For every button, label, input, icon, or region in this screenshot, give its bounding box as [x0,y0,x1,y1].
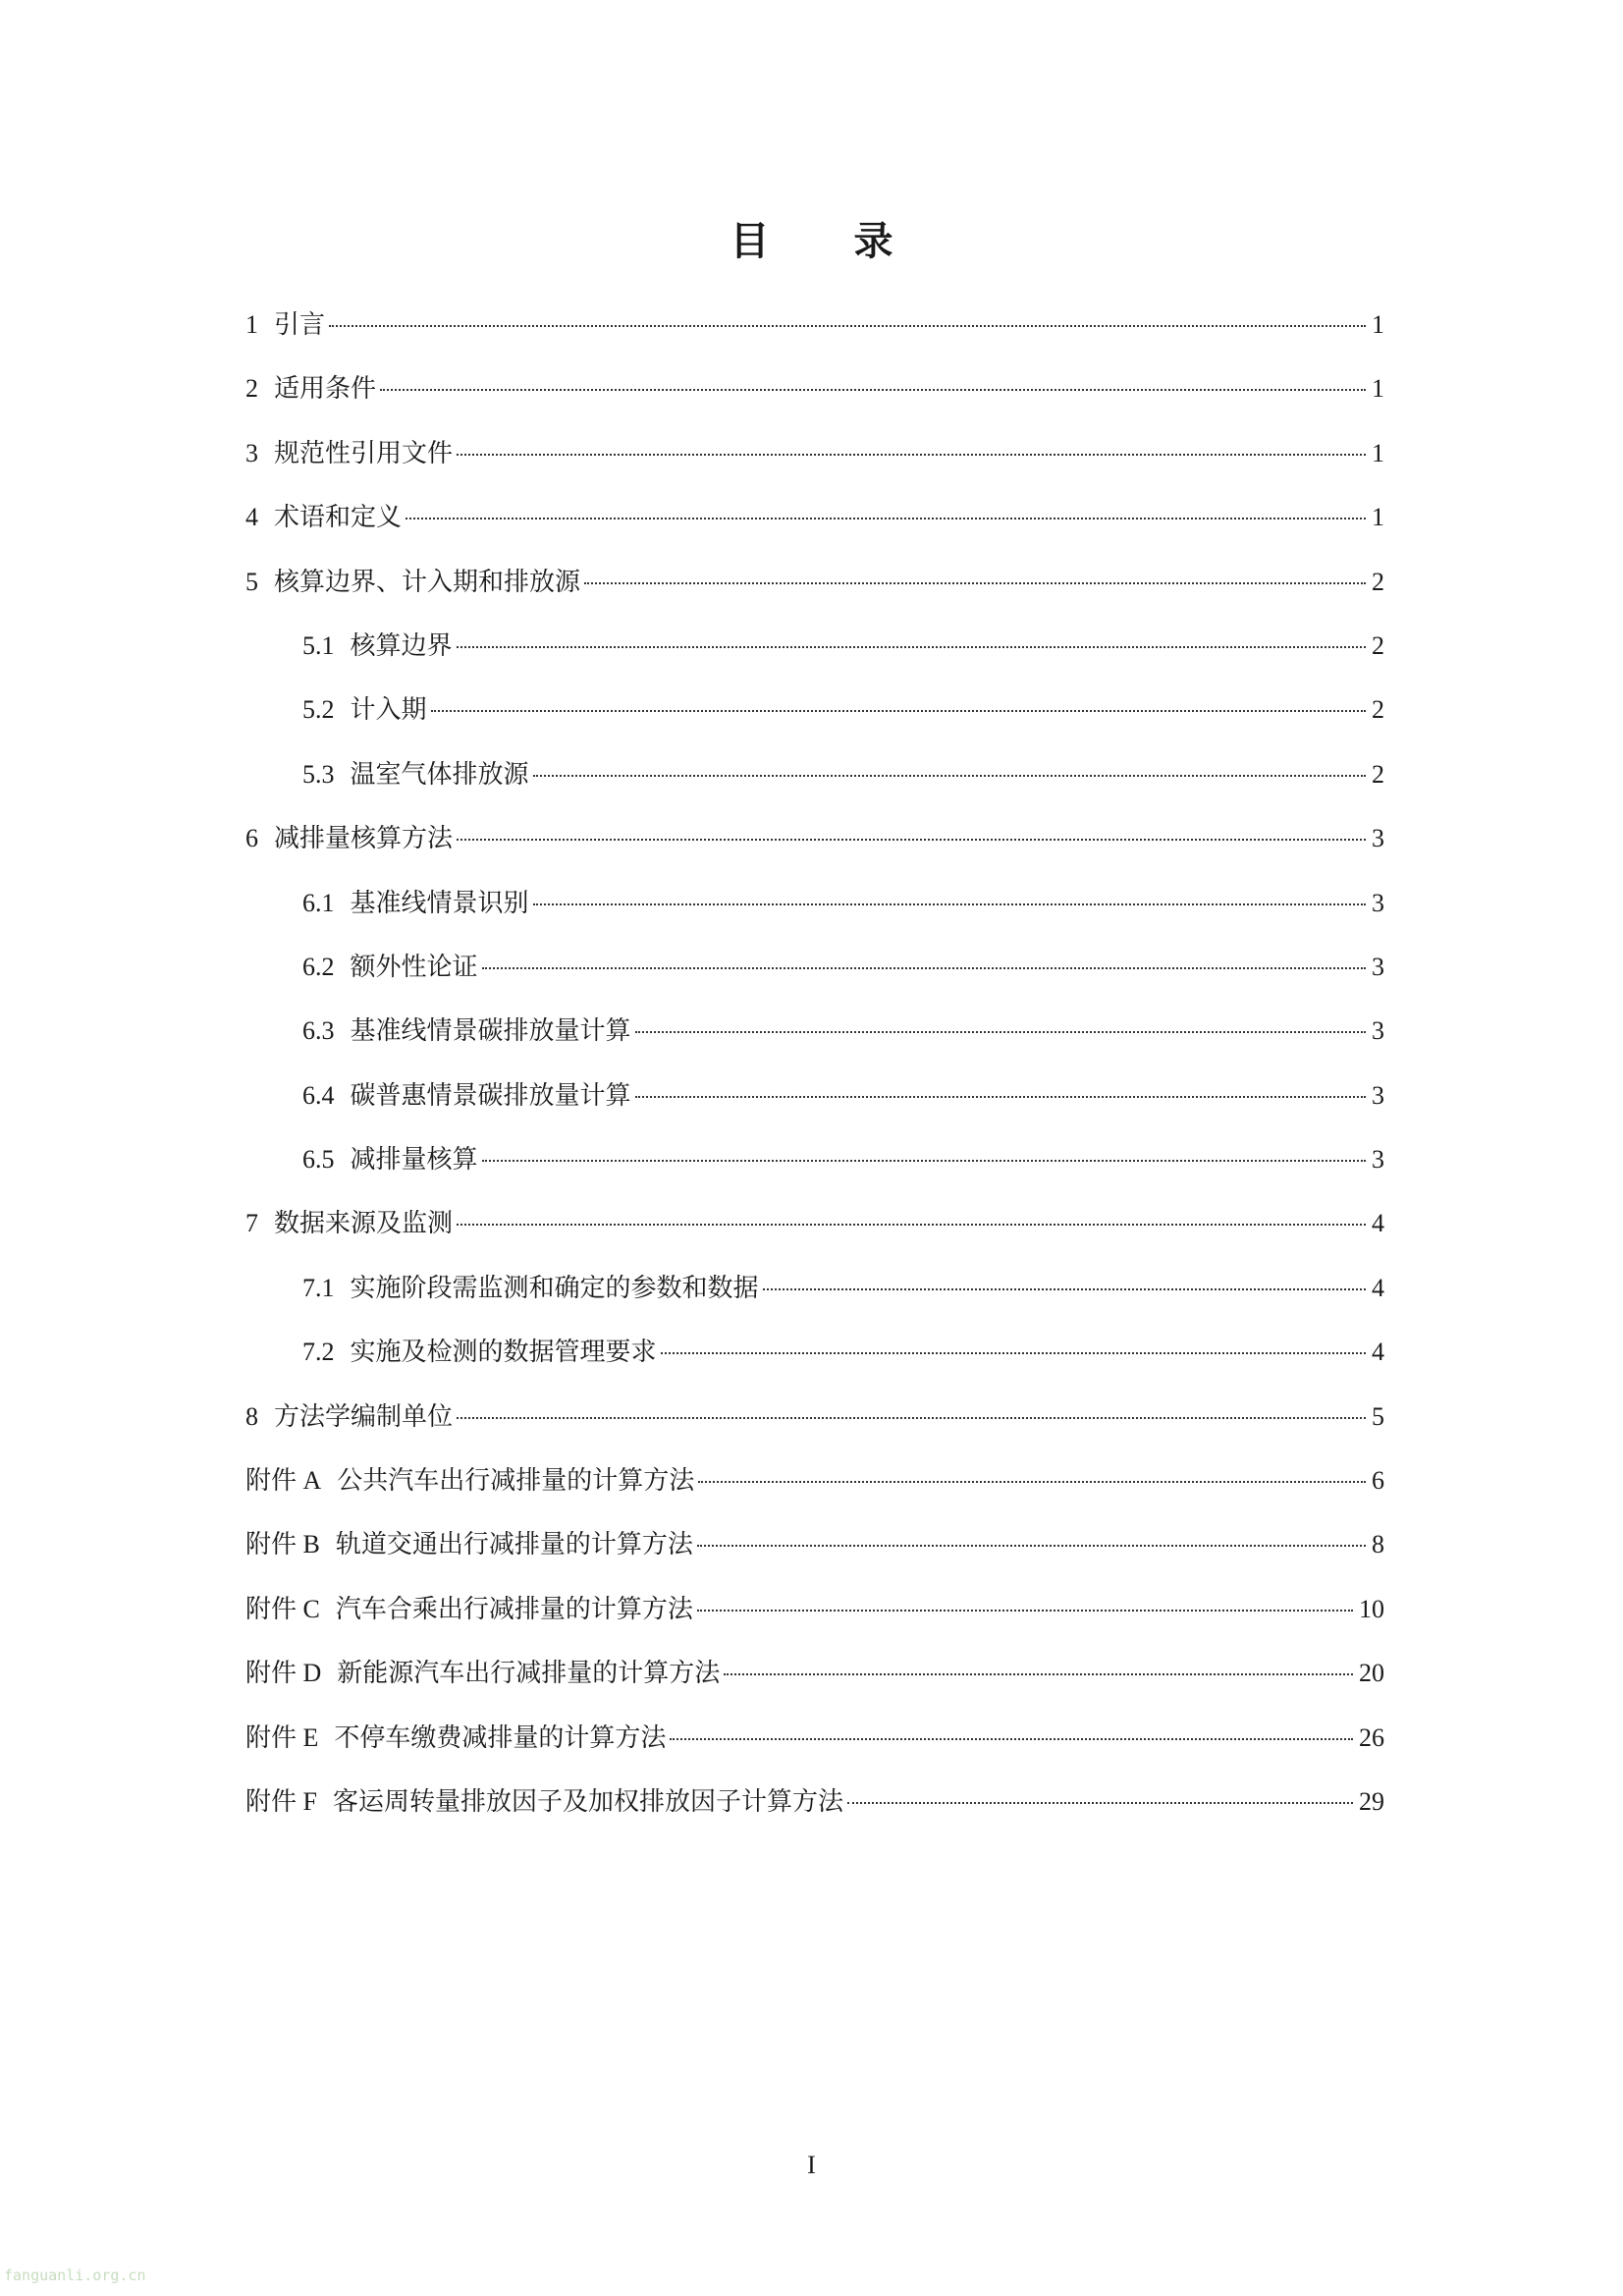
toc-entry-label: 实施阶段需监测和确定的参数和数据 [350,1273,759,1303]
dot-leader [482,967,1366,969]
toc-entry-page: 1 [1372,438,1384,467]
toc-entry-number: 附件 F [245,1786,317,1816]
toc-entry-page: 1 [1372,503,1384,532]
dot-leader [724,1673,1353,1675]
toc-entry[interactable] [245,935,1384,999]
toc-entry-label: 温室气体排放源 [350,759,529,790]
toc-entry[interactable] [245,678,1384,741]
dot-leader [457,1224,1366,1226]
toc-entry-number: 6 [245,824,258,853]
toc-entry[interactable] [245,999,1384,1063]
dot-leader [457,454,1366,456]
toc-entry-number: 8 [245,1401,258,1431]
toc-entry[interactable] [245,1577,1384,1641]
toc-entry-label: 碳普惠情景碳排放量计算 [350,1080,631,1111]
dot-leader [698,1481,1366,1483]
toc-entry[interactable] [245,1385,1384,1449]
dot-leader [482,1160,1366,1162]
toc-entry-label: 汽车合乘出行减排量的计算方法 [335,1594,693,1624]
toc-entry[interactable] [245,1064,1384,1127]
toc-entry-number: 5.1 [302,630,335,660]
toc-entry-page: 26 [1359,1722,1384,1752]
toc-entry-number: 6.2 [302,952,335,981]
dot-leader [584,582,1366,584]
toc-entry-number: 6.1 [302,888,335,917]
toc-entry-page: 2 [1372,695,1384,725]
dot-leader [380,389,1366,391]
dot-leader [661,1352,1366,1354]
toc-entry-number: 附件 C [245,1594,320,1623]
toc-entry-label: 轨道交通出行减排量的计算方法 [335,1530,693,1560]
toc-entry-label: 实施及检测的数据管理要求 [350,1338,657,1368]
toc-entry-number: 3 [245,438,258,467]
toc-entry[interactable] [245,421,1384,485]
toc-entry-page: 29 [1359,1786,1384,1816]
toc-entry-page: 1 [1372,374,1384,404]
toc-entry-page: 4 [1372,1273,1384,1302]
toc-entry[interactable] [245,742,1384,806]
toc-entry-number: 4 [245,503,258,532]
toc-entry-label: 核算边界 [350,630,453,661]
toc-entry-label: 额外性论证 [350,952,478,982]
toc-entry-number: 6.5 [302,1145,335,1175]
toc-entry[interactable] [245,1320,1384,1384]
toc-entry[interactable] [245,871,1384,935]
toc-entry-label: 适用条件 [274,374,377,405]
toc-entry[interactable] [245,1191,1384,1255]
toc-entry[interactable] [245,1512,1384,1576]
toc-entry-number: 7.2 [302,1338,335,1367]
dot-leader [406,518,1366,519]
page-title: 目 录 [730,219,929,264]
toc-entry[interactable] [245,550,1384,614]
toc-entry[interactable] [245,806,1384,870]
dot-leader [533,775,1366,777]
toc-entry-page: 10 [1359,1594,1384,1623]
dot-leader [697,1610,1353,1612]
toc-entry-label: 基准线情景识别 [350,888,529,918]
toc-entry-number: 7.1 [302,1273,335,1302]
toc-entry-label: 引言 [274,310,326,340]
toc-entry-number: 附件 A [245,1466,322,1496]
table-of-contents [245,293,1384,1833]
watermark: fanguanli.org.cn [4,2267,146,2284]
dot-leader [431,710,1366,712]
toc-entry[interactable] [245,1127,1384,1191]
toc-entry-number: 5 [245,567,258,596]
toc-entry-label: 方法学编制单位 [274,1401,454,1432]
toc-entry-label: 客运周转量排放因子及加权排放因子计算方法 [332,1786,843,1817]
toc-entry-label: 规范性引用文件 [274,438,454,468]
dot-leader [635,1031,1366,1033]
toc-entry[interactable] [245,485,1384,549]
toc-entry-label: 减排量核算方法 [274,824,454,854]
page-number: I [807,2151,816,2179]
dot-leader [763,1288,1366,1290]
toc-entry[interactable] [245,1706,1384,1770]
toc-entry-page: 3 [1372,952,1384,981]
dot-leader [847,1802,1353,1804]
toc-entry-number: 6.4 [302,1080,335,1110]
dot-leader [697,1545,1366,1547]
toc-entry-label: 不停车缴费减排量的计算方法 [334,1722,667,1753]
toc-entry-number: 1 [245,310,258,339]
toc-entry-label: 核算边界、计入期和排放源 [274,567,581,597]
toc-entry[interactable] [245,1770,1384,1833]
toc-entry-page: 2 [1372,759,1384,789]
dot-leader [329,325,1366,327]
toc-entry-page: 1 [1372,310,1384,339]
dot-leader [457,646,1366,648]
toc-entry[interactable] [245,356,1384,420]
toc-entry-label: 新能源汽车出行减排量的计算方法 [337,1659,721,1689]
toc-entry-page: 3 [1372,1016,1384,1046]
toc-entry-page: 2 [1372,567,1384,596]
toc-entry-number: 附件 B [245,1530,320,1559]
dot-leader [670,1738,1353,1740]
toc-entry-number: 2 [245,374,258,404]
toc-entry-number: 附件 D [245,1659,322,1688]
toc-entry-label: 数据来源及监测 [274,1209,454,1239]
toc-entry-page: 3 [1372,824,1384,853]
dot-leader [457,1417,1366,1419]
toc-entry[interactable] [245,293,1384,356]
toc-entry-label: 术语和定义 [274,503,403,533]
toc-entry-number: 5.2 [302,695,335,725]
toc-entry-page: 8 [1372,1530,1384,1559]
toc-entry-number: 附件 E [245,1722,319,1752]
toc-entry[interactable] [245,1641,1384,1705]
dot-leader [457,839,1366,841]
toc-entry-page: 2 [1372,630,1384,660]
toc-entry-page: 4 [1372,1209,1384,1238]
toc-entry-page: 3 [1372,1145,1384,1175]
toc-entry-page: 3 [1372,888,1384,917]
toc-entry[interactable] [245,1449,1384,1512]
toc-entry-page: 20 [1359,1659,1384,1688]
toc-entry-page: 4 [1372,1338,1384,1367]
toc-entry-number: 7 [245,1209,258,1238]
toc-entry[interactable] [245,614,1384,678]
toc-entry-page: 5 [1372,1401,1384,1431]
dot-leader [635,1096,1366,1098]
dot-leader [533,903,1366,905]
toc-entry-label: 计入期 [350,695,427,726]
toc-entry-page: 3 [1372,1080,1384,1110]
toc-entry-number: 5.3 [302,759,335,789]
toc-entry-page: 6 [1372,1466,1384,1496]
toc-entry-label: 基准线情景碳排放量计算 [350,1016,631,1047]
toc-entry-number: 6.3 [302,1016,335,1046]
toc-entry[interactable] [245,1256,1384,1320]
toc-entry-label: 公共汽车出行减排量的计算方法 [337,1466,695,1497]
toc-entry-label: 减排量核算 [350,1145,478,1175]
